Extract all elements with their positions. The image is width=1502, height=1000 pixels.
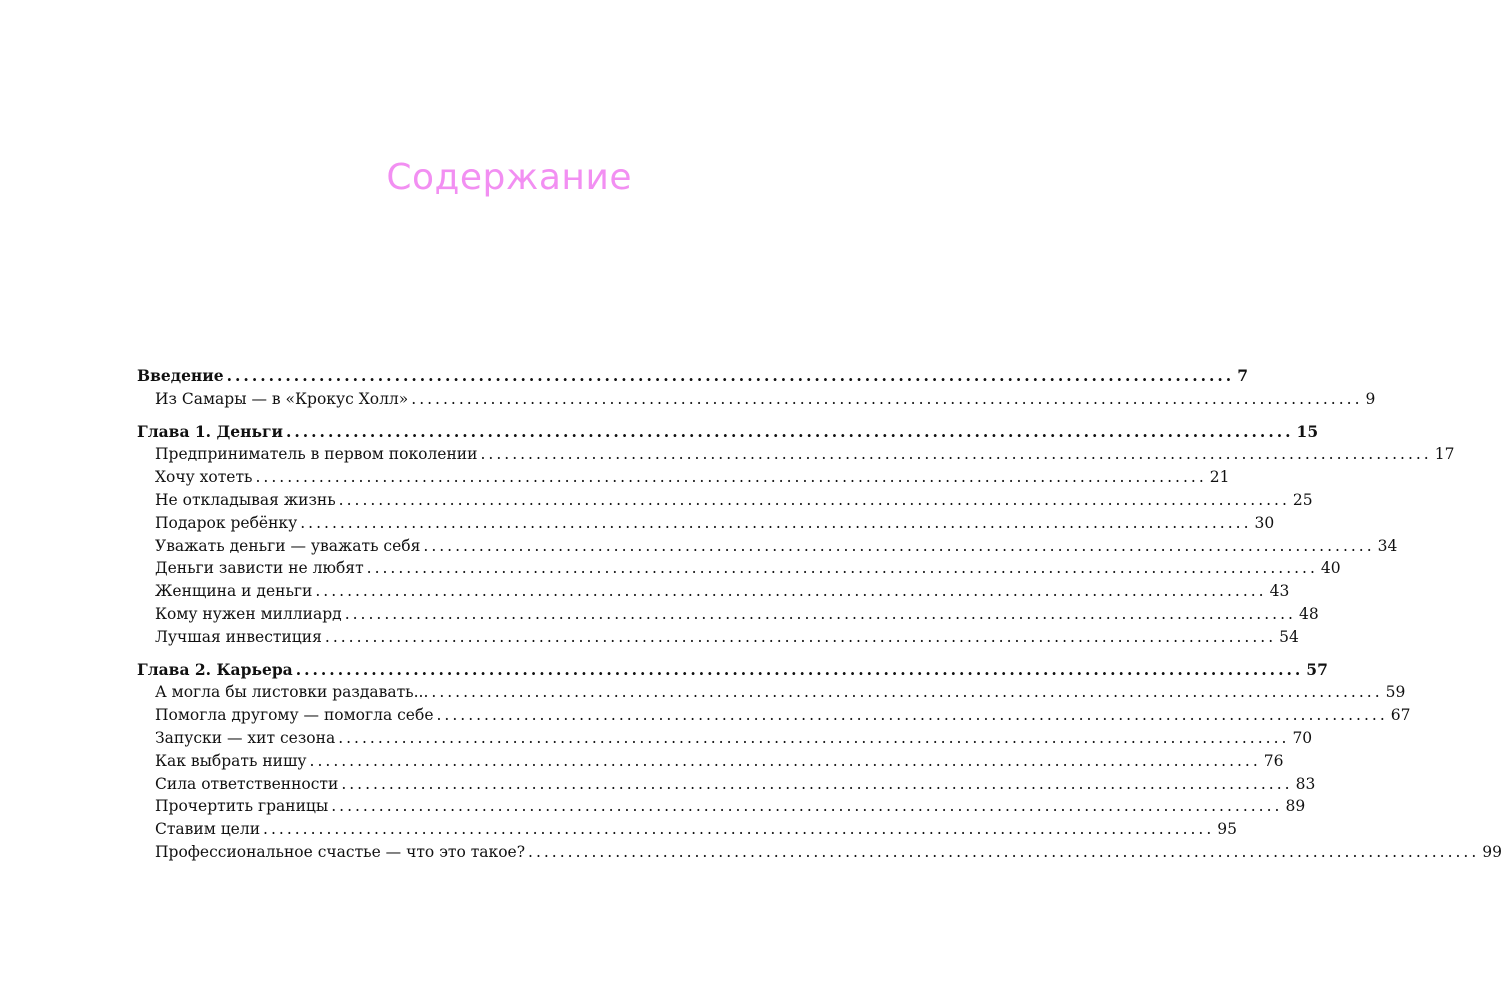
toc-chapter-1[interactable] (137, 421, 1319, 444)
toc-page-number: 83 (1295, 774, 1316, 793)
dot-leader: ........................................................................................................................ (309, 751, 1261, 770)
toc-entry-title: Подарок ребёнку (155, 513, 298, 532)
dot-leader: ........................................................................................................................ (366, 559, 1318, 578)
toc-item[interactable] (137, 580, 1290, 603)
dot-leader: ........................................................................................................................ (341, 774, 1293, 793)
dot-leader: ........................................................................................................................ (295, 659, 1304, 679)
toc-page-number: 7 (1237, 366, 1248, 385)
toc-chapter-introduction[interactable] (137, 365, 1248, 388)
toc-item[interactable] (137, 443, 1455, 466)
toc-item[interactable] (137, 557, 1341, 580)
toc-item[interactable] (137, 704, 1411, 727)
toc-entry-title: Сила ответственности (155, 774, 339, 793)
dot-leader: ........................................................................................................................ (436, 706, 1388, 725)
toc-page-number: 70 (1292, 728, 1313, 747)
toc-page-number: 25 (1292, 490, 1313, 509)
dot-leader: ........................................................................................................................ (226, 366, 1235, 385)
toc-entry-title: Деньги зависти не любят (155, 559, 364, 578)
toc-entry-title: Кому нужен миллиард (155, 604, 342, 623)
toc-page-number: 43 (1269, 582, 1290, 601)
dot-leader: ........................................................................................................................ (324, 627, 1277, 646)
page-title: Содержание (386, 157, 632, 198)
dot-leader: ........................................................................................................................ (263, 820, 1215, 839)
toc-entry-title: Глава 1. Деньги (137, 421, 283, 441)
toc-page-number: 40 (1320, 559, 1341, 578)
toc-entry-title: Предприниматель в первом поколении (155, 445, 478, 464)
toc-item[interactable] (137, 727, 1313, 750)
toc-item[interactable] (137, 750, 1284, 773)
dot-leader: ........................................................................................................................ (285, 421, 1294, 441)
toc-page-number: 99 (1482, 842, 1502, 861)
toc-entry-title: Не откладывая жизнь (155, 490, 336, 509)
toc-page-number: 57 (1306, 659, 1328, 679)
toc-entry-title: Профессиональное счастье — что это такое? (155, 842, 526, 861)
toc-page-number: 34 (1377, 536, 1398, 555)
toc-entry-title: Лучшая инвестиция (155, 627, 322, 646)
dot-leader: ........................................................................................................................ (315, 582, 1267, 601)
toc-chapter-2[interactable] (137, 659, 1328, 682)
toc-page-number: 48 (1298, 604, 1319, 623)
toc-page-number: 59 (1385, 683, 1406, 702)
dot-leader: ........................................................................................................................ (480, 445, 1432, 464)
toc-entry-title: Хочу хотеть (155, 468, 253, 487)
toc-item[interactable] (137, 512, 1275, 535)
toc-item[interactable] (137, 603, 1319, 626)
dot-leader: ........................................................................................................................ (338, 490, 1290, 509)
toc-item[interactable] (137, 681, 1406, 704)
toc-page-number: 76 (1263, 751, 1284, 770)
toc-page-number: 9 (1365, 389, 1376, 408)
toc-entry-title: А могла бы листовки раздавать... (155, 683, 429, 702)
dot-leader: ........................................................................................................................ (411, 389, 1363, 408)
toc-section-chapter-1 (137, 421, 1455, 649)
toc-item[interactable] (137, 535, 1398, 558)
toc-page-number: 89 (1285, 797, 1306, 816)
toc-entry-title: Помогла другому — помогла себе (155, 706, 434, 725)
toc-page-number: 67 (1390, 706, 1411, 725)
dot-leader: ........................................................................................................................ (344, 604, 1296, 623)
toc-entry-title: Прочертить границы (155, 797, 329, 816)
toc-entry-title: Запуски — хит сезона (155, 728, 336, 747)
dot-leader: ........................................................................................................................ (423, 536, 1375, 555)
toc-item[interactable] (137, 466, 1230, 489)
dot-leader: ........................................................................................................................ (331, 797, 1283, 816)
toc-page-number: 15 (1296, 421, 1319, 441)
toc-entry-title: Ставим цели (155, 820, 261, 839)
toc-item[interactable] (137, 489, 1313, 512)
toc-page-number: 30 (1254, 513, 1275, 532)
toc-page-number: 17 (1434, 445, 1455, 464)
dot-leader: ........................................................................................................................ (338, 728, 1290, 747)
toc-section-chapter-2 (137, 659, 1502, 864)
dot-leader: ........................................................................................................................ (300, 513, 1252, 532)
toc-item[interactable] (137, 388, 1376, 411)
dot-leader: ........................................................................................................................ (431, 683, 1383, 702)
table-of-contents (137, 365, 1502, 874)
toc-entry-title: Глава 2. Карьера (137, 659, 293, 679)
toc-item[interactable] (137, 841, 1502, 864)
toc-item[interactable] (137, 795, 1306, 818)
toc-entry-title: Как выбрать нишу (155, 751, 307, 770)
toc-entry-title: Из Самары — в «Крокус Холл» (155, 389, 409, 408)
toc-item[interactable] (137, 818, 1238, 841)
toc-page-number: 21 (1209, 468, 1230, 487)
toc-item[interactable] (137, 626, 1299, 649)
toc-page-number: 54 (1279, 627, 1299, 646)
dot-leader: ........................................................................................................................ (255, 468, 1207, 487)
dot-leader: ........................................................................................................................ (528, 842, 1480, 861)
toc-entry-title: Уважать деньги — уважать себя (155, 536, 421, 555)
toc-entry-title: Женщина и деньги (155, 582, 313, 601)
toc-entry-title: Введение (137, 366, 224, 385)
toc-section-introduction (137, 365, 1376, 411)
toc-page-number: 95 (1217, 820, 1238, 839)
toc-item[interactable] (137, 773, 1316, 796)
